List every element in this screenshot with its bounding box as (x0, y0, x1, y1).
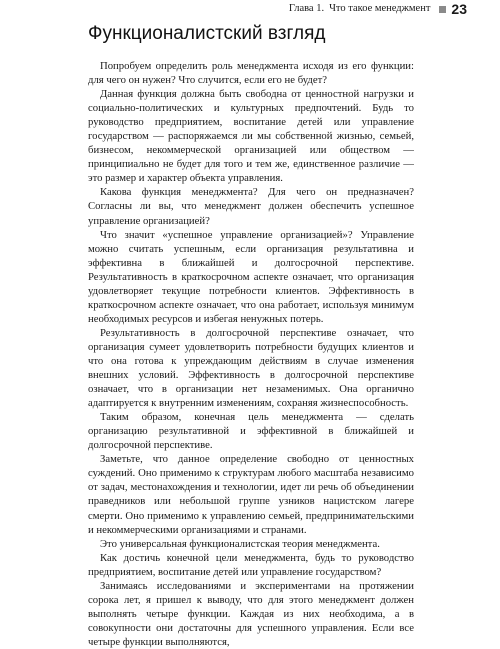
paragraph: Это универсальная функционалистская теория менеджмента. (100, 537, 380, 550)
paragraph: Таким образом, конечная цель менеджмента — сделать организацию результативной и эффективной в ближайшей и долгосрочной перспективе. (88, 411, 414, 452)
paragraph: Как достичь конечной цели менеджмента, будь то руководство предприятием, воспитание детей или управление государством? (88, 551, 414, 578)
paragraph: Занимаясь исследованиями и экспериментами на протяжении сорока лет, я пришел к выводу, что для этого менеджмент должен выполнять четыре функции. Каждая из них необходима, а в совокупности они достаточны для успешного управления. Если все четыре функции выполняются, (88, 579, 414, 648)
running-header (289, 2, 467, 16)
paragraph: Что значит «успешное управление организацией»? Управление можно считать успешным, если организация результативна и эффективна в ближайшей и долгосрочной перспективе. Результативность в краткосрочном аспекте означает, что организация удовлетворяет текущие потребности клиентов. Эффективность в краткосрочном аспекте означает, что она работает, используя минимум необходимых ресурсов и избегая ненужных потерь. (88, 228, 414, 325)
body-text (88, 59, 414, 649)
paragraph: Попробуем определить роль менеджмента исходя из его функции: для чего он нужен? Что случится, если его не будет? (88, 60, 414, 87)
chapter-number: Глава 1. (288, 3, 325, 14)
paragraph: Какова функция менеджмента? Для чего он предназначен? Согласны ли вы, что менеджмент должен обеспечить успешное управление организацией? (88, 186, 414, 227)
paragraph: Заметьте, что данное определение свободно от ценностных суждений. Оно применимо к структурам любого масштаба независимо от задач, местонахождения и технологии, идет ли речь об объединении праведников или небольшой группе узников нацистском лагере смерти. Оно применимо к управлению семьей, предпринимательскими и некоммерческими организациями и странами. (88, 453, 414, 536)
paragraph: Результативность в долгосрочной перспективе означает, что организация сумеет удовлетворить потребности будущих клиентов и что она готова к упреждающим действиям в случае изменения внешних условий. Эффективность в долгосрочной перспективе означает, что в организации нет незаменимых. Она органично адаптируется к внутренним изменениям, сохраняя жизнеспособность. (88, 326, 414, 410)
section-heading: Функционалистский взгляд (88, 23, 326, 44)
paragraph: Данная функция должна быть свободна от ценностной нагрузки и социально-политических и культурных предпочтений. Будь то руководство предприятием, воспитание детей или управление государством — распоряжаемся ли мы собственной жизнью, семьей, бизнесом, некоммерческой организацией или обществом — принципиально не будет для того и тем же, единственное различие — это размер и характер объекта управления. (88, 88, 414, 185)
chapter-title: Что такое менеджмент (329, 3, 431, 14)
page-number: 23 (451, 1, 467, 17)
square-ornament-icon (439, 6, 446, 13)
